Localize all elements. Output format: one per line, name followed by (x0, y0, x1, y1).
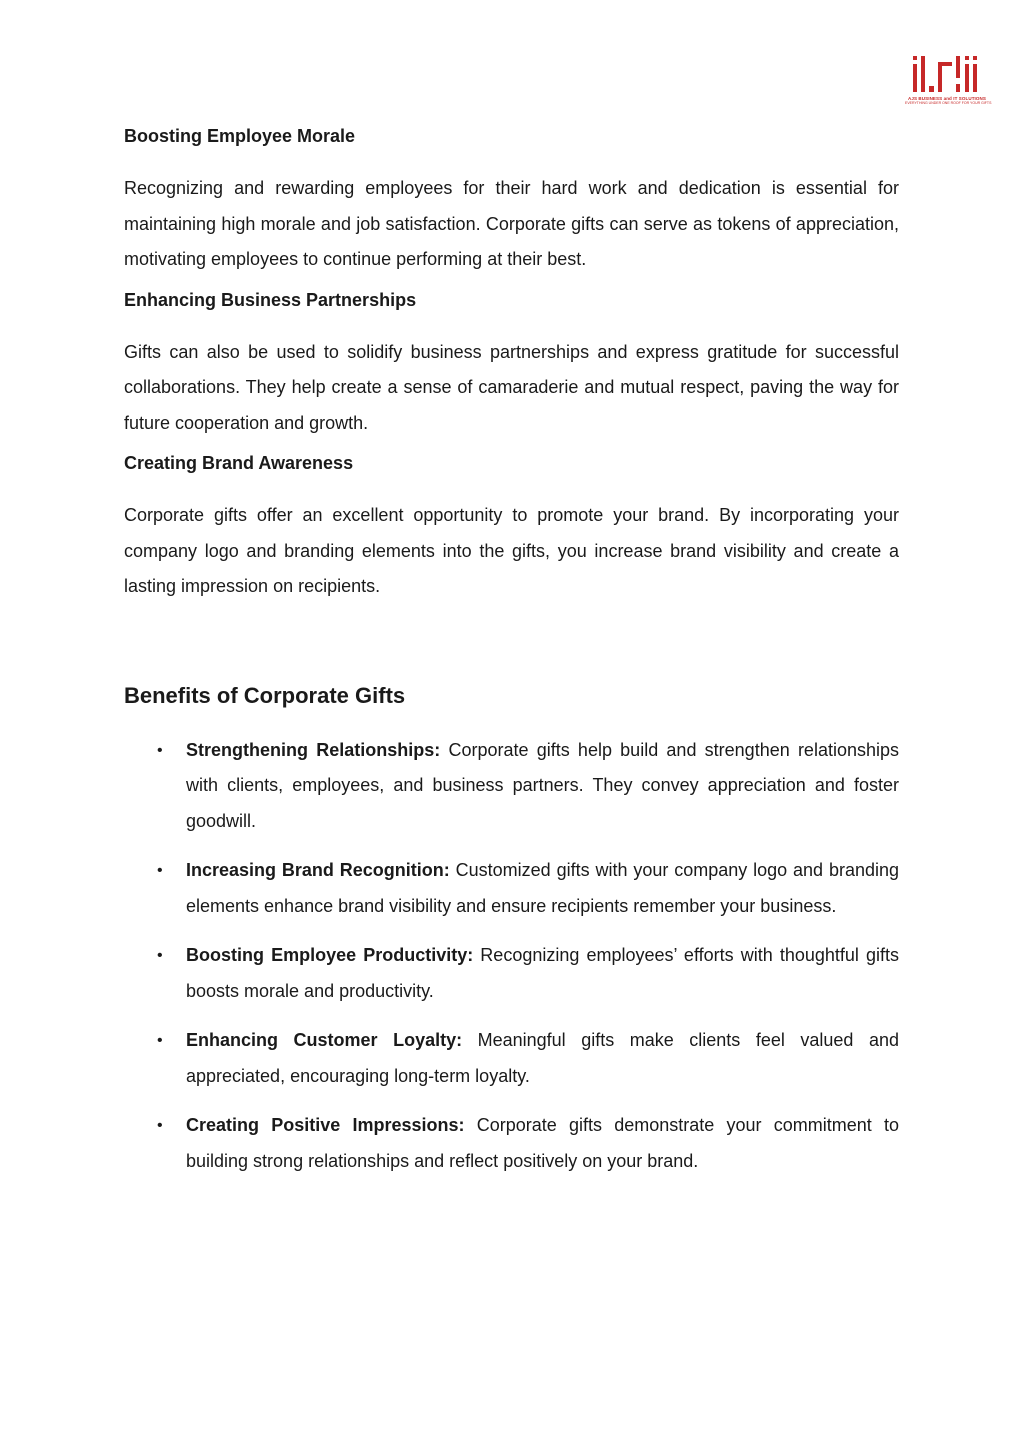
paragraph-partnerships: Gifts can also be used to solidify business partnerships and express gratitude for successful collaborations. They help create a sense of camaraderie and mutual respect, paving the way for future cooperation and growth. (124, 341, 899, 433)
heading-boosting-employee-morale: Boosting Employee Morale (124, 126, 356, 146)
benefit-text: Corporate gifts demonstrate your commitment to building strong relationships and reflect positively on your brand. (186, 1115, 899, 1171)
logo-mark-icon (911, 52, 983, 96)
benefit-label: Creating Positive Impressions: (186, 1115, 465, 1135)
list-item (124, 1108, 899, 1179)
benefit-label: Strengthening Relationships: (186, 739, 441, 760)
document-body (124, 124, 899, 1193)
benefit-label: Enhancing Customer Loyalty: (186, 1030, 463, 1050)
paragraph-employee-morale: Recognizing and rewarding employees for their hard work and dedication is essential for maintaining high morale and job satisfaction. Corporate gifts can serve as tokens of appreciation, motivating employees to continue performing at their best. (124, 178, 899, 269)
bullet-icon: • (157, 862, 163, 879)
benefit-text: Recognizing employees’ efforts with thoughtful gifts boosts morale and productivity. (186, 945, 899, 1001)
logo-tagline: EVERYTHING UNDER ONE ROOF FOR YOUR GIFTS (905, 101, 992, 105)
benefits-list (124, 733, 899, 1180)
company-logo (905, 52, 992, 105)
benefit-label: Boosting Employee Productivity: (186, 945, 474, 965)
heading-brand-awareness: Creating Brand Awareness (124, 453, 354, 473)
list-item (124, 1023, 899, 1094)
list-item (124, 938, 899, 1009)
benefit-label: Increasing Brand Recognition: (186, 860, 450, 880)
bullet-icon: • (157, 1032, 163, 1049)
list-item (124, 853, 899, 924)
heading-enhancing-partnerships: Enhancing Business Partnerships (124, 289, 417, 310)
benefit-text: Meaningful gifts make clients feel valued and appreciated, encouraging long-term loyalty. (186, 1030, 899, 1086)
list-item (124, 733, 899, 840)
bullet-icon: • (157, 947, 163, 964)
section-title-benefits: Benefits of Corporate Gifts (124, 682, 406, 708)
logo-company-name: AJS BUSINESS and IT SOLUTIONS (908, 96, 986, 101)
paragraph-brand-awareness: Corporate gifts offer an excellent opportunity to promote your brand. By incorporating your company logo and branding elements into the gifts, you increase brand visibility and create a lasting impression on recipients. (124, 505, 899, 596)
benefit-text: Corporate gifts help build and strengthen relationships with clients, employees, and business partners. They convey appreciation and foster goodwill. (186, 739, 899, 831)
bullet-icon: • (157, 741, 163, 759)
benefit-text: Customized gifts with your company logo and branding elements enhance brand visibility and ensure recipients remember your business. (186, 860, 899, 916)
bullet-icon: • (157, 1117, 163, 1134)
